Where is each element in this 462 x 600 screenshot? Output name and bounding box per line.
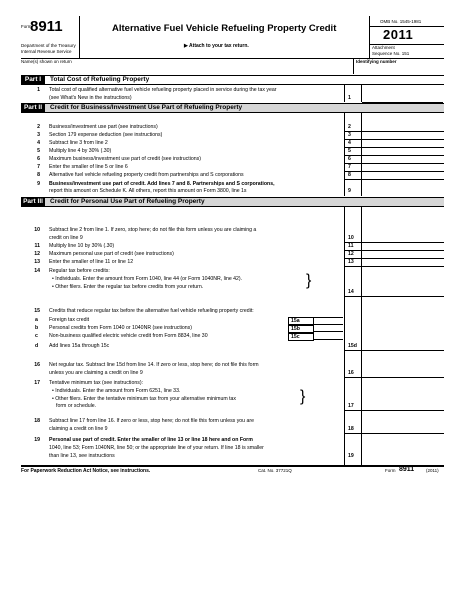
line-18-text-2: claiming a credit on line 9 [49,426,108,432]
line-14-brace: } [306,272,312,289]
part-3-title: Credit for Personal Use Part of Refueling Property [50,198,205,205]
line-19-text-3: than line 13, see instructions [49,453,115,459]
line-15-text: Credits that reduce regular tax before the alternative fuel vehicle refueling property credit: [49,308,254,314]
sequence-number: Sequence No. 151 [372,51,410,56]
tax-form-page: Form 8911 Department of the Treasury Internal Revenue Service Alternative Fuel Vehicle Refueling Property Credit ▶ Attach to your tax return. OMB No. 1545-1981 2011 Attachment Sequence No. 151 Name(s) shown on return Identifying number Part I Total Cost of Refueling Property 1 Total cost of qualified alternative fuel vehicle refueling property placed in service during the tax year (see What's New in the instructions) 1 Part II Credit for Business/Investment Use Part of Refueling Property 2 Business/investment use part (see instructions) 2 3 Section 179 expense deduction (see instructions) 3 4 Subtract line 3 from line 2 4 5 Multiply line 4 by 30% (.30) 5 6 Maximum business/investment use part of credit (see instructions) 6 7 Enter the smaller of line 5 or line 6 7 8 Alternative fuel vehicle refueling property credit from partnerships and S corporations 8 9 Business/investment use part of credit. Add lines 7 and 8. Partnerships and S corporations, report this amount on Schedule K. All others, report this amount on Form 3800, line 1s 9 Part III Credit for Personal Use Part of Refueling Property 10 Subtract line 2 from line 1. If zero, stop here; do not file this form unless you are claiming a credit on line 9 10 11 Multiply line 10 by 30% (.30) 11 12 Maximum personal use part of credit (see instructions) 12 13 Enter the smaller of line 11 or line 12 13 14 Regular tax before credits: • Individuals. Enter the amount from Form 1040, line 44 (or Form 1040NR, line 42). • Other filers. Enter the regular tax before credits from your return. } 14 15 Credits that reduce regular tax before the alternative fuel vehicle refueling property credit: a Foreign tax credit 15a b Personal credits from Form 1040 or 1040NR (see instructions) 15b c Non-business qualified electric vehicle credit from Form 8834, line 30 15c d Add lines 15a through 15c 15d 16 Net regular tax. Subtract line 15d from line 14. If zero or less, stop here; do not file this form unless you are claiming a credit on line 9 16 17 Tentative minimum tax (see instructions): • Individuals. Enter the amount from Form 6251, line 33. • Other filers. Enter the tentative minimum tax from your alternative minimum tax form or schedule. } 17 18 Subtract line 17 from line 16. If zero or less, stop here; do not file this form unless you are claiming a credit on line 9 18 19 Personal use part of credit. Enter the smaller of line 13 or line 18 here and on Form 1040, line 53; Form 1040NR, line 50; or the appropriate line of your return. If line 18 is smaller than line 13, see instructions 19 For Paperwork Reduction Act Notice, see instructions. Cat. No. 37721Q Form 8911 (2011) [0,0,462,600]
line-15b-text: Personal credits from Form 1040 or 1040NR (see instructions) [49,325,193,331]
part-2-title: Credit for Business/Investment Use Part of Refueling Property [50,104,243,111]
form-number: 8911 [30,18,63,35]
line-2-text: Business/investment use part (see instructions) [49,124,158,130]
line-3-text: Section 179 expense deduction (see instructions) [49,132,163,138]
line-9-text: Business/investment use part of credit. Add lines 7 and 8. Partnerships and S corporations, [49,181,275,187]
dept-line-2: Internal Revenue Service [21,49,72,54]
line-15c-text: Non-business qualified electric vehicle credit from Form 8834, line 30 [49,333,208,339]
tax-year: 2011 [383,27,414,42]
footer-form-word: Form [385,468,396,473]
line-1-text-2: (see What's New in the instructions) [49,95,132,101]
line-1-amount[interactable] [362,94,443,103]
line-19-text-2: 1040, line 53; Form 1040NR, line 50; or the appropriate line of your return. If line 18 is smaller [49,445,264,451]
line-15a-text: Foreign tax credit [49,317,90,323]
catalog-number: Cat. No. 37721Q [258,468,292,473]
line-17-other: • Other filers. Enter the tentative minimum tax from your alternative minimum tax [52,396,237,402]
name-field-label: Name(s) shown on return [21,59,72,64]
line-11-text: Multiply line 10 by 30% (.30) [49,243,115,249]
form-title: Alternative Fuel Vehicle Refueling Property Credit [112,23,337,34]
dept-line-1: Department of the Treasury [21,43,76,48]
line-18-text: Subtract line 17 from line 16. If zero or less, stop here; do not file this form unless you are [49,418,255,424]
attach-instruction: ▶ Attach to your tax return. [184,43,249,49]
omb-number: OMB No. 1545-1981 [380,19,422,24]
line-17-individuals: • Individuals. Enter the amount from Form 6251, line 33. [52,388,181,394]
line-14-text: Regular tax before credits: [49,268,110,274]
line-19-text: Personal use part of credit. Enter the smaller of line 13 or line 18 here and on Form [49,437,253,443]
line-15d-text: Add lines 15a through 15c [49,343,110,349]
attachment-label: Attachment [372,45,395,50]
line-10-text: Subtract line 2 from line 1. If zero, stop here; do not file this form unless you are claiming a [49,227,257,233]
line-17-other-2: form or schedule. [56,403,97,409]
line-6-text: Maximum business/investment use part of credit (see instructions) [49,156,201,162]
line-4-text: Subtract line 3 from line 2 [49,140,108,146]
line-15a-amount[interactable] [313,317,343,325]
line-8-text: Alternative fuel vehicle refueling property credit from partnerships and S corporations [49,172,244,178]
line-13-text: Enter the smaller of line 11 or line 12 [49,259,134,265]
footer-form-number: 8911 [399,466,415,473]
id-input[interactable] [355,65,443,74]
line-12-text: Maximum personal use part of credit (see instructions) [49,251,174,257]
part-2-label: Part II [21,103,45,112]
line-2-amount[interactable] [362,123,443,131]
line-9-amount[interactable] [362,187,443,196]
line-17-text: Tentative minimum tax (see instructions): [49,380,143,386]
line-15b-amount[interactable] [313,325,343,332]
line-14-individuals: • Individuals. Enter the amount from Form 1040, line 44 (or Form 1040NR, line 42). [52,276,243,282]
form-word: Form [21,24,32,29]
line-1-text: Total cost of qualified alternative fuel vehicle refueling property placed in service during the tax year [49,87,277,93]
line-5-text: Multiply line 4 by 30% (.30) [49,148,112,154]
line-7-text: Enter the smaller of line 5 or line 6 [49,164,128,170]
line-10-text-2: credit on line 9 [49,235,83,241]
line-17-brace: } [300,388,306,405]
line-16-text: Net regular tax. Subtract line 15d from line 14. If zero or less, stop here; do not file this form [49,362,259,368]
part-3-label: Part III [21,197,45,206]
part-1-title: Total Cost of Refueling Property [50,76,150,83]
line-14-other: • Other filers. Enter the regular tax before credits from your return. [52,284,204,290]
part-1-label: Part I [21,75,45,84]
id-field-label: Identifying number [356,59,397,64]
line-15c-amount[interactable] [313,333,343,340]
paperwork-notice: For Paperwork Reduction Act Notice, see instructions. [21,468,151,474]
footer-year: (2011) [426,468,439,473]
line-19-amount[interactable] [362,452,443,464]
line-16-text-2: unless you are claiming a credit on line 9 [49,370,143,376]
line-9-text-2: report this amount on Schedule K. All others, report this amount on Form 3800, line 1s [49,188,247,194]
name-input[interactable] [21,65,351,74]
